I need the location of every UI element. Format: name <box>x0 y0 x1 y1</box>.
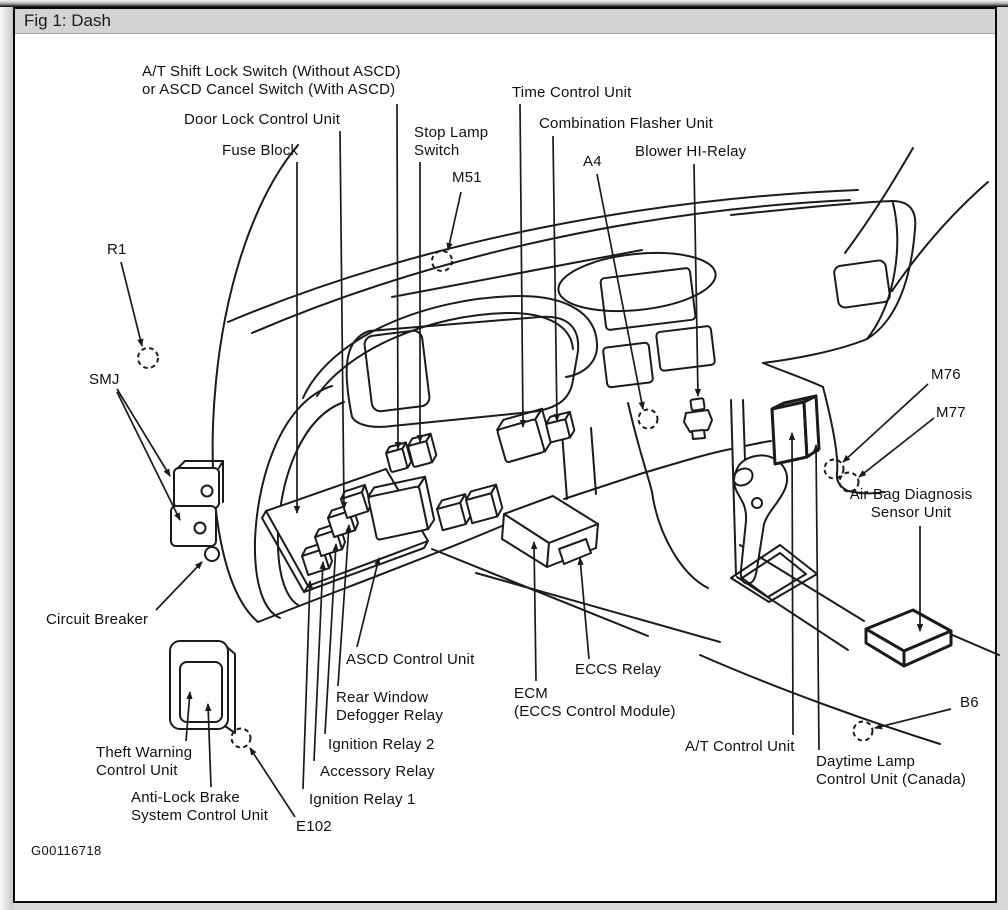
label-circuit-breaker: Circuit Breaker <box>46 611 149 628</box>
page-gutter <box>0 7 13 910</box>
figure-title: Fig 1: Dash <box>24 11 111 30</box>
label-rear-window-defogger-relay: Rear Window Defogger Relay <box>336 689 444 724</box>
label-connector-e102: E102 <box>296 818 332 835</box>
label-connector-b6: B6 <box>960 694 979 711</box>
label-at-shift-lock-switch: A/T Shift Lock Switch (Without ASCD) or ASCD Cancel Switch (With ASCD) <box>142 63 401 98</box>
label-eccs-relay: ECCS Relay <box>575 661 662 678</box>
label-at-control-unit: A/T Control Unit <box>685 738 795 755</box>
figure-frame <box>13 7 997 903</box>
label-connector-m51: M51 <box>452 169 482 186</box>
label-theft-warning-control-unit: Theft Warning Control Unit <box>96 744 193 779</box>
label-ecm: ECM (ECCS Control Module) <box>514 685 676 720</box>
label-combination-flasher-unit: Combination Flasher Unit <box>539 115 714 132</box>
label-door-lock-control-unit: Door Lock Control Unit <box>184 111 341 128</box>
label-daytime-lamp-control-unit: Daytime Lamp Control Unit (Canada) <box>816 753 967 788</box>
label-accessory-relay: Accessory Relay <box>320 763 435 780</box>
label-smj: SMJ <box>89 371 120 388</box>
figure-code: G00116718 <box>31 843 102 858</box>
label-blower-hi-relay: Blower HI-Relay <box>635 143 747 160</box>
label-anti-lock-brake-control-unit: Anti-Lock Brake System Control Unit <box>131 789 269 824</box>
label-ignition-relay-2: Ignition Relay 2 <box>328 736 435 753</box>
label-ascd-control-unit: ASCD Control Unit <box>346 651 475 668</box>
label-fuse-block: Fuse Block <box>222 142 299 159</box>
label-ignition-relay-1: Ignition Relay 1 <box>309 791 416 808</box>
label-airbag-diagnosis-sensor-unit: Air Bag Diagnosis Sensor Unit <box>849 486 973 521</box>
label-connector-a4: A4 <box>583 153 602 170</box>
label-stop-lamp-switch: Stop Lamp Switch <box>414 124 489 159</box>
window-top-edge <box>0 0 1008 7</box>
figure-title-bar <box>15 9 995 34</box>
label-connector-m77: M77 <box>936 404 966 421</box>
label-time-control-unit: Time Control Unit <box>512 84 632 101</box>
label-connector-m76: M76 <box>931 366 961 383</box>
label-connector-r1: R1 <box>107 241 127 258</box>
